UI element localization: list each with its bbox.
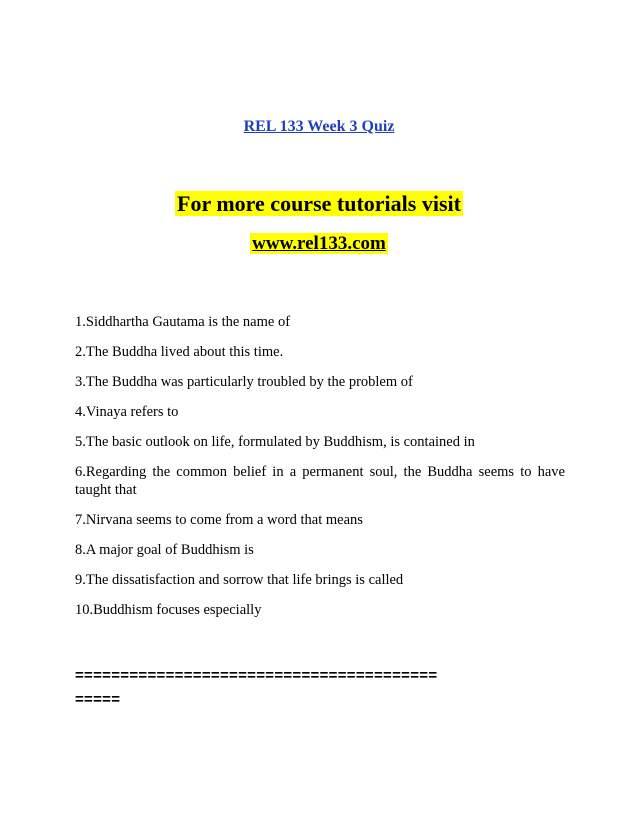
- question-item: 9.The dissatisfaction and sorrow that life brings is called: [75, 572, 404, 588]
- quiz-title-text[interactable]: REL 133 Week 3 Quiz: [243, 118, 395, 135]
- question-item: 4.Vinaya refers to: [75, 404, 179, 420]
- separator-line-2: =====: [75, 691, 121, 708]
- question-item: 10.Buddhism focuses especially: [75, 602, 262, 618]
- separator-line: [75, 664, 575, 712]
- question-item: 6.Regarding the common belief in a permanent soul, the Buddha seems to have taught that: [75, 464, 565, 498]
- question-item: 3.The Buddha was particularly troubled by the problem of: [75, 374, 413, 390]
- question-item: 2.The Buddha lived about this time.: [75, 344, 284, 360]
- promo-banner: [0, 191, 638, 217]
- question-list: [75, 313, 565, 631]
- separator-line-1: ========================================: [75, 667, 438, 684]
- promo-url-link[interactable]: [0, 233, 638, 255]
- question-item: 8.A major goal of Buddhism is: [75, 542, 254, 558]
- quiz-title-link[interactable]: [0, 118, 638, 136]
- promo-text: For more course tutorials visit: [177, 191, 461, 216]
- question-item: 7.Nirvana seems to come from a word that means: [75, 512, 363, 528]
- promo-url-text[interactable]: www.rel133.com: [252, 233, 386, 254]
- question-item: 5.The basic outlook on life, formulated by Buddhism, is contained in: [75, 434, 475, 450]
- question-item: 1.Siddhartha Gautama is the name of: [75, 314, 291, 330]
